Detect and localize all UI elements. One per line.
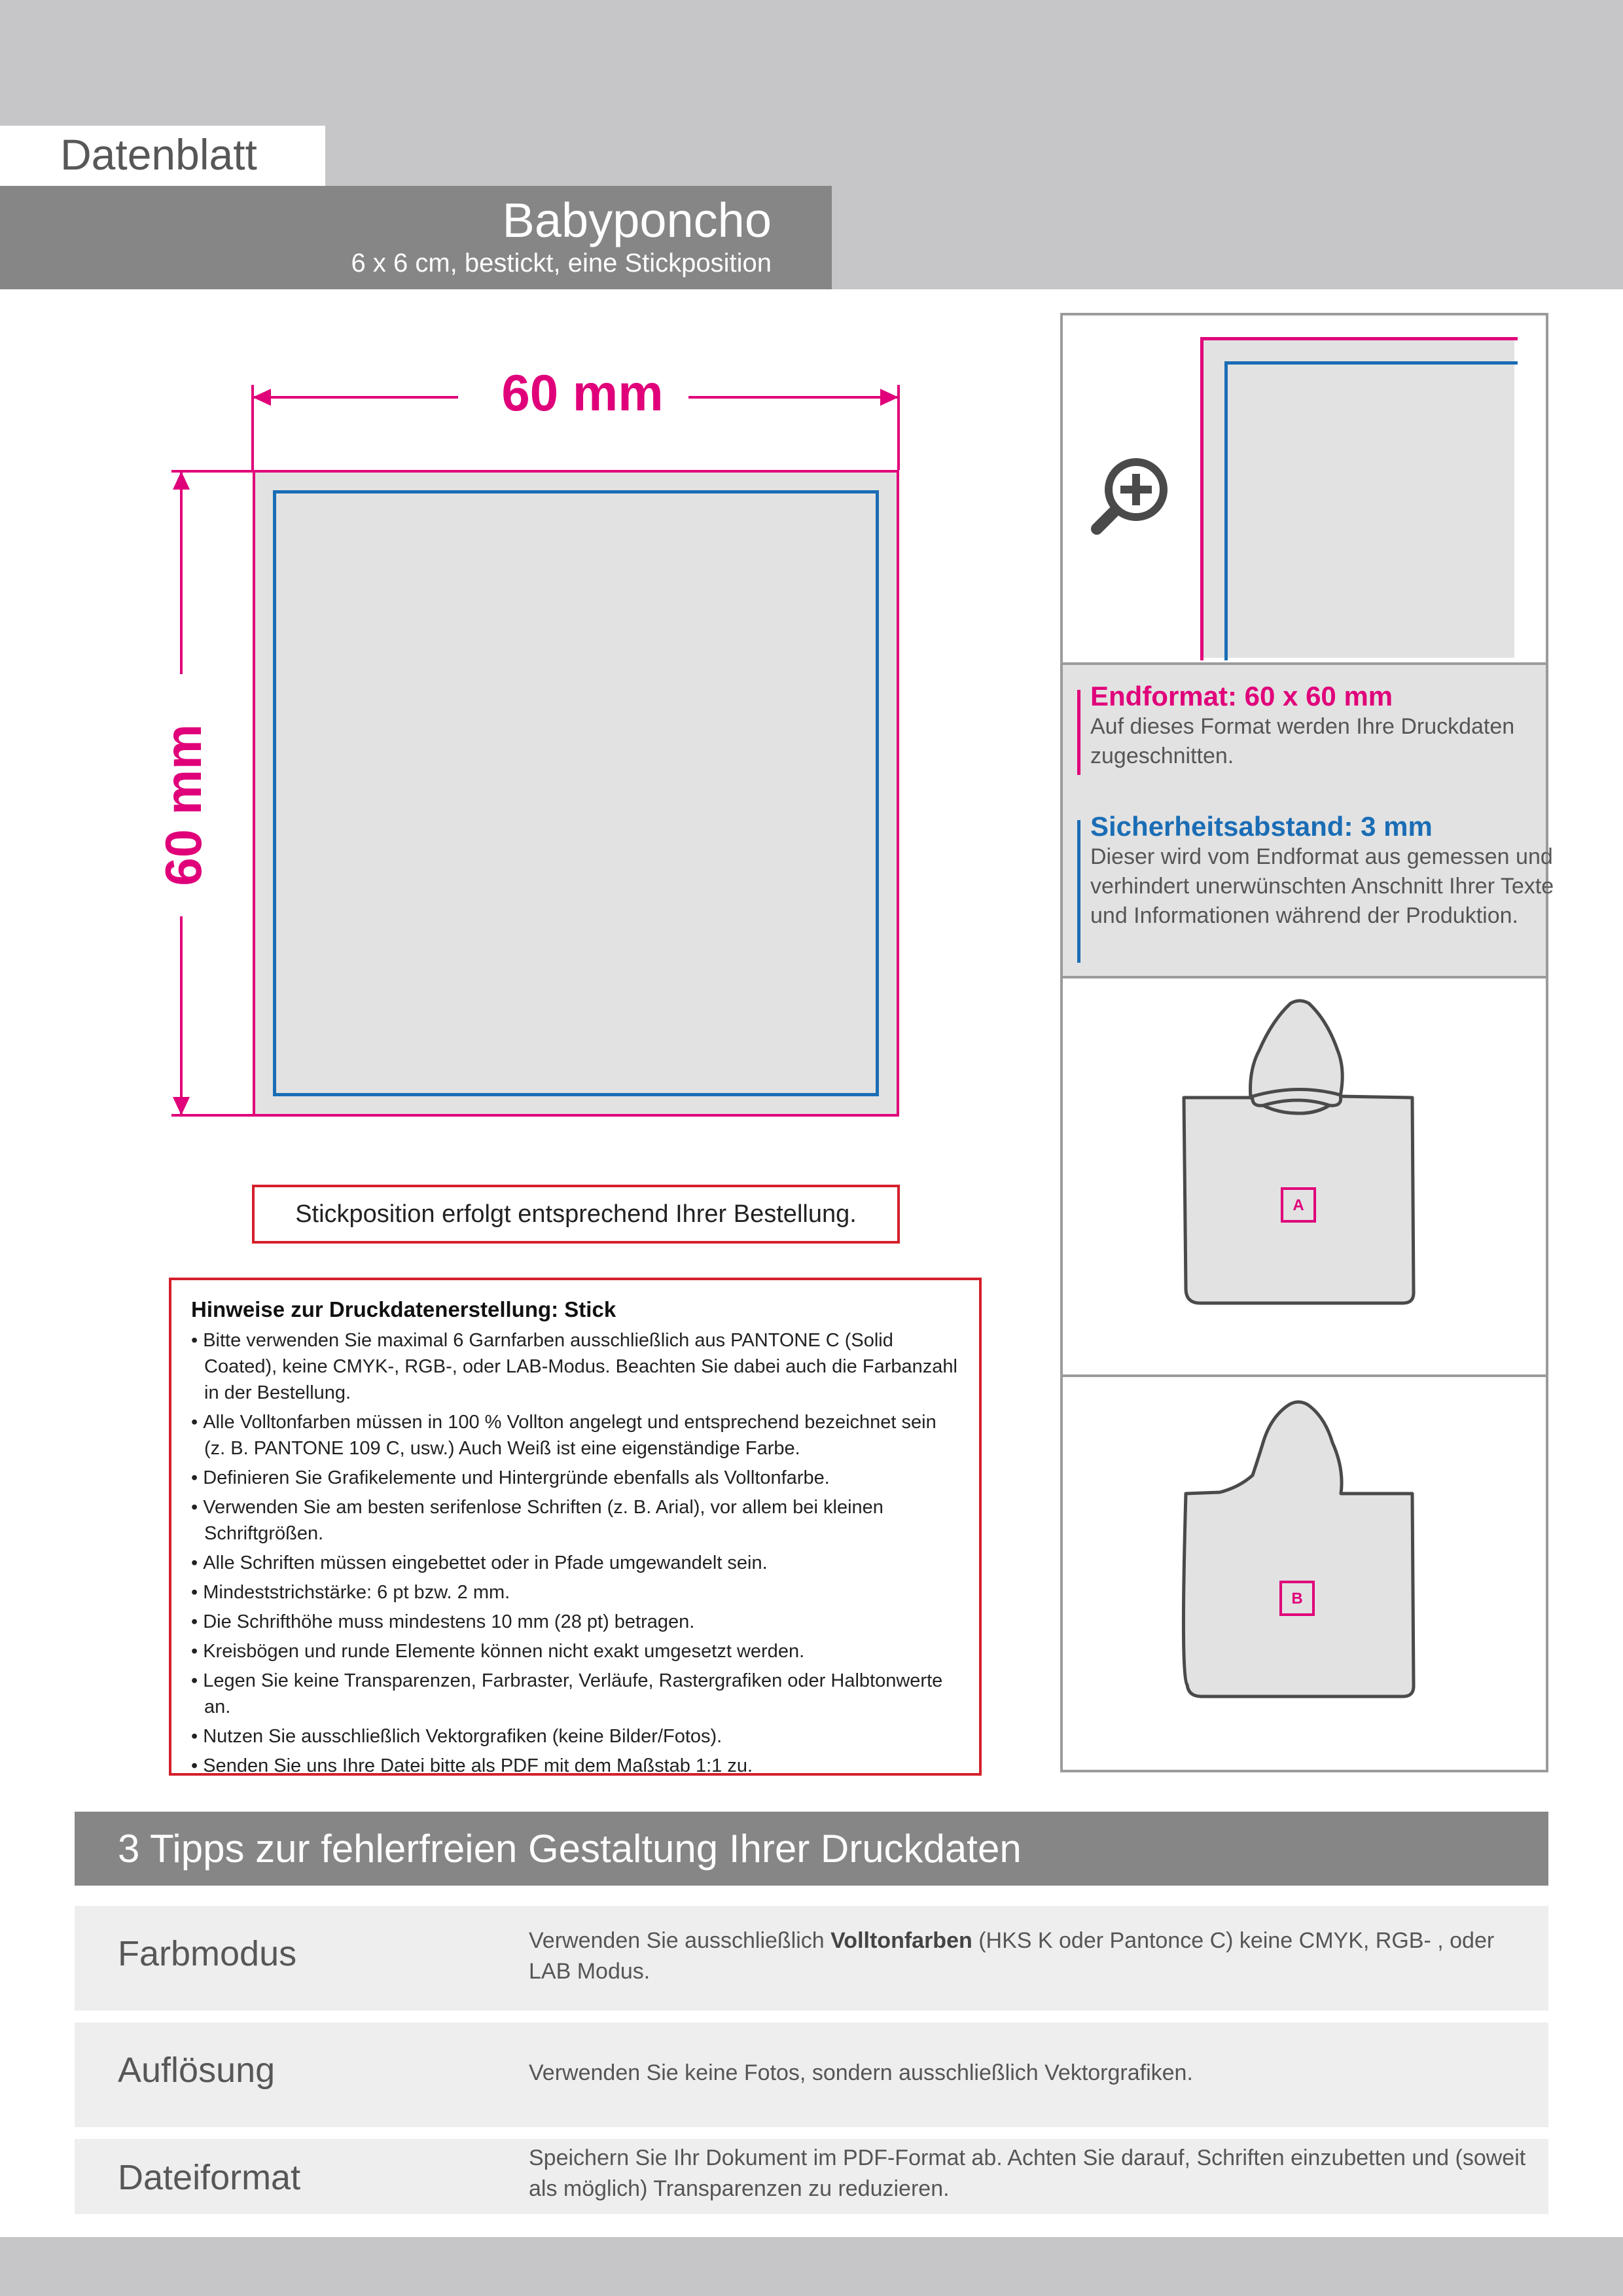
poncho-front-view [1063, 978, 1546, 1374]
position-b-marker [1279, 1580, 1315, 1617]
tip-row-file-format [75, 2139, 1548, 2214]
footer-band [0, 2237, 1623, 2296]
safety-margin-marker [1077, 820, 1080, 963]
poncho-back-view [1063, 1374, 1546, 1770]
position-a-marker [1280, 1187, 1317, 1223]
tip-row-resolution [75, 2022, 1548, 2127]
magnifier-plus-icon [1089, 453, 1174, 538]
safety-margin-area [273, 490, 879, 1096]
zoom-safety-line [1224, 361, 1228, 660]
product-title: Babyponcho [502, 193, 772, 247]
tip-label: Dateiformat [118, 2158, 301, 2197]
guideline-item: • Legen Sie keine Transparenzen, Farbraster, Verläufe, Rastergrafiken oder Halbtonwerte an. [191, 1668, 959, 1720]
position-a-label: A [1293, 1196, 1304, 1214]
width-dimension-label: 60 mm [501, 364, 664, 422]
embroidery-position-note: Stickposition erfolgt entsprechend Ihrer Bestellung. [252, 1185, 900, 1244]
corner-zoom-preview [1063, 315, 1546, 662]
safety-margin-text: Dieser wird vom Endformat aus gemessen und verhindert unerwünschten Anschnitt Ihrer Texte und Informationen während der Produktion. [1090, 844, 1554, 928]
guideline-item: • Alle Schriften müssen eingebettet oder in Pfade umgewandelt sein. [191, 1550, 959, 1576]
guideline-item: • Alle Volltonfarben müssen in 100 % Vollton angelegt und entsprechend bezeichnet sein (z. B. PANTONE 109 C, usw.) Auch Weiß ist eine eigenständige Farbe. [191, 1409, 959, 1462]
format-specs [1063, 662, 1554, 978]
guideline-item: • Mindeststrichstärke: 6 pt bzw. 2 mm. [191, 1579, 959, 1605]
tips-heading-bar [75, 1812, 1548, 1886]
tip-label: Farbmodus [118, 1934, 297, 1973]
tips-heading: 3 Tipps zur fehlerfreien Gestaltung Ihrer Druckdaten [118, 1827, 1022, 1871]
guidelines-list [191, 1327, 959, 1779]
end-format-spec [1077, 681, 1548, 771]
end-format-text: Auf dieses Format werden Ihre Druckdaten zugeschnitten. [1090, 714, 1515, 768]
tip-text: Speichern Sie Ihr Dokument im PDF-Format ab. Achten Sie darauf, Schriften einzubetten und (soweit als möglich) Transparenzen zu reduzieren. [529, 2145, 1526, 2201]
zoom-end-format-line [1200, 337, 1204, 660]
zoom-safety-line [1224, 361, 1518, 365]
guidelines-box [169, 1278, 982, 1776]
position-b-label: B [1291, 1590, 1303, 1607]
tip-text: Verwenden Sie ausschließlich Volltonfarben (HKS K oder Pantonce C) keine CMYK, RGB- , oder LAB Modus. [529, 1928, 1495, 1984]
tip-label: Auflösung [118, 2051, 276, 2090]
product-subtitle: 6 x 6 cm, bestickt, eine Stickposition [351, 249, 772, 278]
tip-text-emphasis: Volltonfarben [830, 1928, 972, 1953]
end-format-area [253, 470, 899, 1117]
sheet-label: Datenblatt [60, 130, 257, 179]
zoom-fill [1200, 337, 1514, 658]
safety-margin-title: Sicherheitsabstand: 3 mm [1090, 811, 1433, 842]
end-format-marker [1077, 690, 1080, 775]
tip-text: Verwenden Sie keine Fotos, sondern ausschließlich Vektorgrafiken. [529, 2060, 1193, 2085]
height-dimension-label: 60 mm [154, 724, 212, 886]
right-info-panel [1060, 313, 1554, 1772]
guideline-item: • Nutzen Sie ausschließlich Vektorgrafiken (keine Bilder/Fotos). [191, 1723, 959, 1749]
poncho-back-illustration [1063, 1377, 1546, 1772]
guideline-item: • Senden Sie uns Ihre Datei bitte als PDF mit dem Maßstab 1:1 zu. [191, 1753, 959, 1779]
zoom-end-format-line [1200, 337, 1518, 340]
poncho-front-illustration [1063, 978, 1546, 1374]
guideline-item: • Kreisbögen und runde Elemente können nicht exakt umgesetzt werden. [191, 1638, 959, 1664]
guideline-item: • Definieren Sie Grafikelemente und Hintergründe ebenfalls als Volltonfarbe. [191, 1465, 959, 1491]
tip-row-color-mode [75, 1906, 1548, 2011]
guideline-item: • Die Schrifthöhe muss mindestens 10 mm (28 pt) betragen. [191, 1609, 959, 1635]
guideline-item: • Verwenden Sie am besten serifenlose Schriften (z. B. Arial), vor allem bei kleinen Schriftgrößen. [191, 1494, 959, 1547]
guidelines-title: Hinweise zur Druckdatenerstellung: Stick [191, 1297, 616, 1321]
safety-margin-spec [1077, 811, 1555, 931]
end-format-title: Endformat: 60 x 60 mm [1090, 681, 1393, 711]
guideline-item: • Bitte verwenden Sie maximal 6 Garnfarben ausschließlich aus PANTONE C (Solid Coated), keine CMYK-, RGB-, oder LAB-Modus. Beachten Sie dabei auch die Farbanzahl in der Bestellung. [191, 1327, 959, 1406]
